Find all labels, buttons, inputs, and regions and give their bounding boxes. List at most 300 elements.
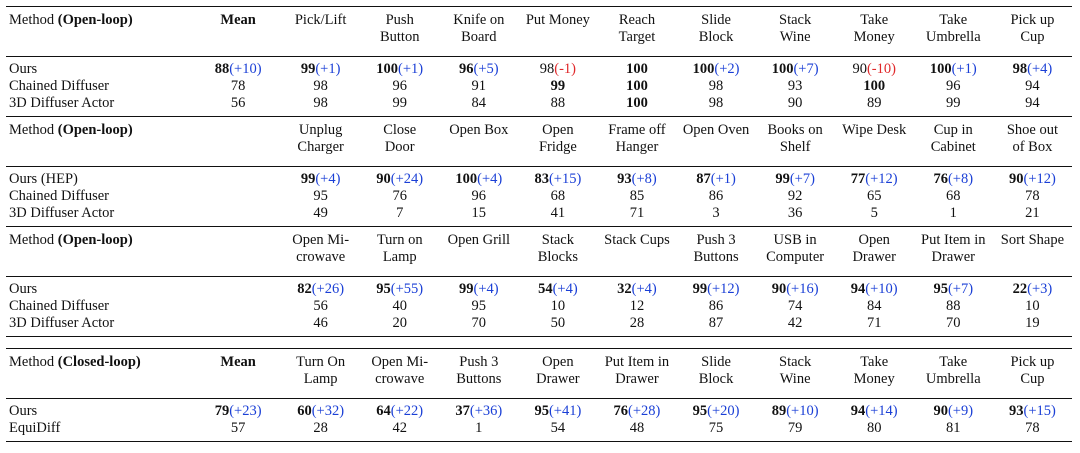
score-cell xyxy=(518,205,597,227)
score-cell xyxy=(993,57,1072,79)
task-header-line: Umbrella xyxy=(925,371,981,387)
cell-value: 98 xyxy=(708,95,724,111)
score-cell xyxy=(756,167,835,189)
task-column-header xyxy=(993,349,1072,399)
task-header-line: Turn On xyxy=(296,354,346,370)
score-cell xyxy=(993,95,1072,117)
task-header-line: Block xyxy=(698,371,734,387)
score-cell xyxy=(993,167,1072,189)
task-column-header xyxy=(993,227,1072,277)
cell-delta: (+4) xyxy=(477,171,503,187)
cell-delta: (+7) xyxy=(947,281,974,297)
cell-value: 95 xyxy=(534,403,549,419)
task-header-line: USB in xyxy=(773,232,817,248)
score-cell xyxy=(439,420,518,442)
cell-value: 86 xyxy=(708,298,724,314)
loop-mode-label: (Open-loop) xyxy=(57,12,133,28)
score-cell xyxy=(993,399,1072,421)
score-cell xyxy=(835,188,914,205)
score-cell xyxy=(835,277,914,299)
cell-value: 49 xyxy=(313,205,328,221)
score-cell xyxy=(439,188,518,205)
task-header-line: Money xyxy=(853,371,895,387)
cell-value: 85 xyxy=(629,188,645,204)
cell-delta: (+20) xyxy=(707,403,740,419)
score-cell xyxy=(756,78,835,95)
task-header-line: Cup in xyxy=(933,122,973,138)
method-label: Method xyxy=(9,232,58,248)
score-cell xyxy=(677,420,756,442)
score-cell xyxy=(677,277,756,299)
task-column-header xyxy=(439,7,518,57)
cell-value: 10 xyxy=(550,298,566,314)
score-cell xyxy=(281,205,360,227)
cell-value: 5 xyxy=(870,205,878,221)
task-header-line: Books on xyxy=(767,122,823,138)
score-cell xyxy=(281,167,360,189)
cell-value: 98 xyxy=(708,78,724,94)
method-name: 3D Diffuser Actor xyxy=(9,95,115,111)
cell-delta: (+32) xyxy=(311,403,345,419)
cell-value: 91 xyxy=(471,78,487,94)
method-label: Method xyxy=(9,12,58,28)
open-loop-results-table xyxy=(6,6,1072,337)
cell-value: 75 xyxy=(708,420,724,436)
task-header-line: Reach xyxy=(618,12,656,28)
cell-value: 99 xyxy=(392,95,407,111)
task-column-header xyxy=(518,349,597,399)
cell-value: 100 xyxy=(692,61,715,77)
method-label: Method xyxy=(9,122,58,138)
score-cell xyxy=(835,95,914,117)
method-name: Ours (HEP) xyxy=(6,167,195,189)
cell-value: 1 xyxy=(475,420,483,436)
cell-value: 65 xyxy=(866,188,882,204)
task-header-line: Open xyxy=(858,232,890,248)
score-cell xyxy=(360,399,439,421)
cell-value: 98 xyxy=(313,78,328,94)
cell-value: 98 xyxy=(1012,61,1028,77)
cell-value: 81 xyxy=(946,420,961,436)
score-cell xyxy=(993,277,1072,299)
cell-value: 95 xyxy=(376,281,391,297)
task-header-line: Put Item in xyxy=(604,354,670,370)
score-cell xyxy=(439,78,518,95)
task-column-header xyxy=(835,7,914,57)
mean-cell xyxy=(195,399,281,421)
task-header-line: Door xyxy=(384,139,415,155)
table-row xyxy=(6,420,1072,442)
score-cell xyxy=(914,315,993,337)
cell-value: 99 xyxy=(946,95,961,111)
score-cell xyxy=(835,298,914,315)
task-column-header xyxy=(518,227,597,277)
task-column-header xyxy=(360,227,439,277)
task-header-line: Buttons xyxy=(693,249,739,265)
table-row xyxy=(6,315,1072,337)
cell-delta: (+12) xyxy=(1023,171,1056,187)
header-row xyxy=(6,349,1072,399)
task-header-line: Take xyxy=(860,354,889,370)
cell-value: 88 xyxy=(214,61,230,77)
cell-value: 99 xyxy=(300,61,316,77)
task-header-line: Drawer xyxy=(931,249,976,265)
cell-delta: (+10) xyxy=(865,281,898,297)
cell-value: 87 xyxy=(696,171,711,187)
cell-value: 99 xyxy=(692,281,708,297)
cell-delta: (+1) xyxy=(951,61,977,77)
cell-value: 21 xyxy=(1025,205,1040,221)
cell-value: 87 xyxy=(708,315,724,331)
cell-value: 57 xyxy=(230,420,246,436)
method-column-header xyxy=(6,349,195,399)
score-cell xyxy=(993,298,1072,315)
cell-value: 99 xyxy=(300,171,316,187)
cell-value: 90 xyxy=(771,281,787,297)
cell-delta: (-1) xyxy=(554,61,576,77)
score-cell xyxy=(439,205,518,227)
cell-value: 95 xyxy=(692,403,708,419)
mean-column-header xyxy=(195,227,281,277)
cell-delta: (+7) xyxy=(789,171,815,187)
score-cell xyxy=(360,78,439,95)
cell-value: 92 xyxy=(787,188,803,204)
mean-cell xyxy=(195,420,281,442)
cell-value: 78 xyxy=(1025,188,1040,204)
mean-cell xyxy=(195,167,281,189)
cell-value: 100 xyxy=(626,61,648,77)
cell-value: 77 xyxy=(850,171,866,187)
cell-value: 70 xyxy=(471,315,487,331)
score-cell xyxy=(281,298,360,315)
cell-delta: (+4) xyxy=(473,281,499,297)
cell-delta: (+4) xyxy=(631,281,657,297)
score-cell xyxy=(281,188,360,205)
score-cell xyxy=(360,167,439,189)
table-row xyxy=(6,188,1072,205)
task-column-header xyxy=(677,7,756,57)
score-cell xyxy=(518,95,597,117)
cell-value: 78 xyxy=(1025,420,1040,436)
method-name: 3D Diffuser Actor xyxy=(6,315,195,337)
cell-value: 50 xyxy=(550,315,566,331)
cell-delta: (+1) xyxy=(398,61,424,77)
header-row xyxy=(6,227,1072,277)
cell-delta: (+26) xyxy=(311,281,345,297)
cell-value: 54 xyxy=(538,281,553,297)
cell-value: 95 xyxy=(933,281,948,297)
cell-value: 96 xyxy=(946,78,961,94)
score-cell xyxy=(835,78,914,95)
score-cell xyxy=(914,399,993,421)
score-cell xyxy=(914,298,993,315)
task-header-line: Wine xyxy=(779,29,811,45)
task-header-line: Push xyxy=(385,12,414,28)
cell-value: 56 xyxy=(230,95,246,111)
score-cell xyxy=(597,205,676,227)
task-column-header xyxy=(835,227,914,277)
score-cell xyxy=(281,399,360,421)
task-column-header xyxy=(281,349,360,399)
task-header-line: Open xyxy=(542,354,574,370)
cell-value: 74 xyxy=(787,298,803,314)
cell-value: 90 xyxy=(1008,171,1024,187)
task-column-header xyxy=(597,7,676,57)
cell-value: 15 xyxy=(471,205,487,221)
score-cell xyxy=(597,277,676,299)
task-header-line: Put Money xyxy=(525,12,590,28)
score-cell xyxy=(597,57,676,79)
score-cell xyxy=(597,167,676,189)
cell-value: 90 xyxy=(376,171,391,187)
cell-delta: (+4) xyxy=(1027,61,1053,77)
task-header-line: Pick up xyxy=(1010,354,1055,370)
score-cell xyxy=(993,315,1072,337)
score-cell xyxy=(360,277,439,299)
method-name: Ours xyxy=(6,57,195,79)
score-cell xyxy=(518,298,597,315)
cell-value: 96 xyxy=(471,188,487,204)
score-cell xyxy=(439,57,518,79)
score-cell xyxy=(914,420,993,442)
cell-delta: (+7) xyxy=(793,61,819,77)
cell-delta: (+36) xyxy=(469,403,503,419)
cell-value: 71 xyxy=(629,205,645,221)
task-header-line: Take xyxy=(860,12,889,28)
task-header-line: Blocks xyxy=(537,249,579,265)
task-header-line: Wine xyxy=(779,371,811,387)
cell-delta: (+22) xyxy=(390,403,424,419)
method-name: EquiDiff xyxy=(6,420,195,442)
score-cell xyxy=(993,420,1072,442)
task-column-header xyxy=(756,349,835,399)
method-name: Chained Diffuser xyxy=(9,298,109,314)
cell-value: 28 xyxy=(313,420,328,436)
task-header-line: Money xyxy=(853,29,895,45)
cell-value: 90 xyxy=(852,61,867,77)
cell-value: 40 xyxy=(392,298,407,314)
cell-value: 100 xyxy=(863,78,886,94)
score-cell xyxy=(835,57,914,79)
task-column-header xyxy=(518,117,597,167)
cell-value: 88 xyxy=(946,298,961,314)
score-cell xyxy=(756,57,835,79)
task-header-line: Push 3 xyxy=(696,232,736,248)
cell-value: 71 xyxy=(866,315,882,331)
task-column-header xyxy=(360,349,439,399)
task-header-line: Close xyxy=(383,122,417,138)
task-column-header xyxy=(677,227,756,277)
header-row xyxy=(6,117,1072,167)
score-cell xyxy=(835,205,914,227)
score-cell xyxy=(914,78,993,95)
method-column-header xyxy=(6,7,195,57)
task-column-header xyxy=(993,7,1072,57)
task-header-line: Knife on xyxy=(453,12,505,28)
cell-value: 7 xyxy=(396,205,404,221)
task-header-line: Open xyxy=(542,122,574,138)
table-row xyxy=(6,205,1072,227)
score-cell xyxy=(677,315,756,337)
cell-value: 94 xyxy=(1025,78,1040,94)
task-column-header xyxy=(518,7,597,57)
task-header-line: Stack Cups xyxy=(604,232,670,248)
task-header-line: Take xyxy=(939,354,968,370)
score-cell xyxy=(439,399,518,421)
mean-cell xyxy=(195,95,281,117)
table-row xyxy=(6,57,1072,79)
cell-value: 95 xyxy=(471,298,487,314)
cell-value: 100 xyxy=(376,61,399,77)
cell-value: 60 xyxy=(297,403,312,419)
cell-value: 82 xyxy=(297,281,312,297)
mean-cell xyxy=(195,298,281,315)
task-header-line: Slide xyxy=(701,354,731,370)
cell-value: 42 xyxy=(392,420,407,436)
score-cell xyxy=(993,78,1072,95)
cell-value: 70 xyxy=(946,315,961,331)
cell-delta: (+2) xyxy=(714,61,740,77)
task-header-line: Open Box xyxy=(449,122,509,138)
loop-mode-label: (Open-loop) xyxy=(57,122,133,138)
cell-value: 99 xyxy=(775,171,790,187)
task-header-line: Slide xyxy=(701,12,731,28)
score-cell xyxy=(835,420,914,442)
task-header-line: Cup xyxy=(1020,29,1045,45)
task-column-header xyxy=(677,117,756,167)
task-header-line: Umbrella xyxy=(925,29,981,45)
task-header-line: Button xyxy=(379,29,420,45)
cell-value: 96 xyxy=(459,61,474,77)
task-header-line: Charger xyxy=(297,139,344,155)
cell-value: 76 xyxy=(933,171,948,187)
cell-delta: (+12) xyxy=(707,281,740,297)
score-cell xyxy=(914,167,993,189)
score-cell xyxy=(518,277,597,299)
score-cell xyxy=(360,205,439,227)
method-label: Method xyxy=(9,354,58,370)
score-cell xyxy=(756,420,835,442)
task-column-header xyxy=(914,117,993,167)
cell-value: 93 xyxy=(787,78,803,94)
score-cell xyxy=(597,315,676,337)
cell-delta: (+15) xyxy=(1023,403,1056,419)
task-header-line: Unplug xyxy=(298,122,343,138)
task-header-line: Pick/Lift xyxy=(294,12,347,28)
score-cell xyxy=(677,188,756,205)
score-cell xyxy=(439,298,518,315)
score-cell xyxy=(993,205,1072,227)
task-column-header xyxy=(360,7,439,57)
cell-value: 68 xyxy=(550,188,566,204)
score-cell xyxy=(835,315,914,337)
mean-cell xyxy=(195,205,281,227)
score-cell xyxy=(360,95,439,117)
score-cell xyxy=(597,188,676,205)
cell-value: 96 xyxy=(392,78,407,94)
method-name: 3D Diffuser Actor xyxy=(9,205,115,221)
cell-value: 80 xyxy=(866,420,882,436)
cell-value: 54 xyxy=(550,420,566,436)
table-row xyxy=(6,167,1072,189)
task-column-header xyxy=(597,349,676,399)
cell-value: 100 xyxy=(626,95,648,111)
score-cell xyxy=(360,298,439,315)
mean-cell xyxy=(195,315,281,337)
mean-cell xyxy=(195,57,281,79)
task-header-line: Frame off xyxy=(608,122,666,138)
cell-value: 79 xyxy=(787,420,803,436)
cell-value: 83 xyxy=(534,171,549,187)
method-column-header xyxy=(6,117,195,167)
task-header-line: Open Oven xyxy=(682,122,750,138)
cell-value: 64 xyxy=(376,403,391,419)
score-cell xyxy=(993,188,1072,205)
task-header-line: Take xyxy=(939,12,968,28)
score-cell xyxy=(835,399,914,421)
loop-mode-label: (Open-loop) xyxy=(57,232,133,248)
score-cell xyxy=(439,95,518,117)
score-cell xyxy=(677,399,756,421)
score-cell xyxy=(518,399,597,421)
cell-value: 36 xyxy=(787,205,803,221)
task-column-header xyxy=(439,227,518,277)
cell-delta: (+4) xyxy=(315,171,341,187)
score-cell xyxy=(360,420,439,442)
cell-delta: (+3) xyxy=(1027,281,1053,297)
task-column-header xyxy=(756,117,835,167)
method-name: Chained Diffuser xyxy=(9,78,109,94)
task-header-line: Stack xyxy=(779,12,812,28)
cell-delta: (+23) xyxy=(229,403,262,419)
task-header-line: Board xyxy=(461,29,497,45)
cell-value: 93 xyxy=(617,171,632,187)
score-cell xyxy=(756,95,835,117)
task-header-line: of Box xyxy=(1012,139,1053,155)
cell-delta: (+41) xyxy=(548,403,582,419)
method-column-header xyxy=(6,227,195,277)
score-cell xyxy=(756,399,835,421)
task-column-header xyxy=(756,227,835,277)
task-header-line: Target xyxy=(618,29,656,45)
cell-delta: (+12) xyxy=(865,171,898,187)
cell-value: 89 xyxy=(866,95,882,111)
cell-delta: (+4) xyxy=(552,281,578,297)
cell-value: 19 xyxy=(1025,315,1040,331)
score-cell xyxy=(914,57,993,79)
method-name: Chained Diffuser xyxy=(9,188,109,204)
score-cell xyxy=(914,277,993,299)
cell-value: 90 xyxy=(933,403,948,419)
task-header-line: Open Mi- xyxy=(292,232,350,248)
cell-value: 89 xyxy=(771,403,787,419)
cell-value: 12 xyxy=(629,298,645,314)
task-header-line: Drawer xyxy=(852,249,896,265)
task-header-line: Shoe out xyxy=(1006,122,1058,138)
task-header-line: Put Item in xyxy=(921,232,986,248)
task-header-line: Sort Shape xyxy=(1000,232,1065,248)
task-column-header xyxy=(993,117,1072,167)
score-cell xyxy=(597,78,676,95)
loop-mode-label: (Closed-loop) xyxy=(57,354,141,370)
mean-cell xyxy=(195,277,281,299)
task-header-line: Drawer xyxy=(615,371,659,387)
task-header-line: Stack xyxy=(779,354,812,370)
score-cell xyxy=(914,95,993,117)
score-cell xyxy=(914,205,993,227)
task-header-line: crowave xyxy=(296,249,346,265)
mean-column-header: Mean xyxy=(195,349,281,399)
